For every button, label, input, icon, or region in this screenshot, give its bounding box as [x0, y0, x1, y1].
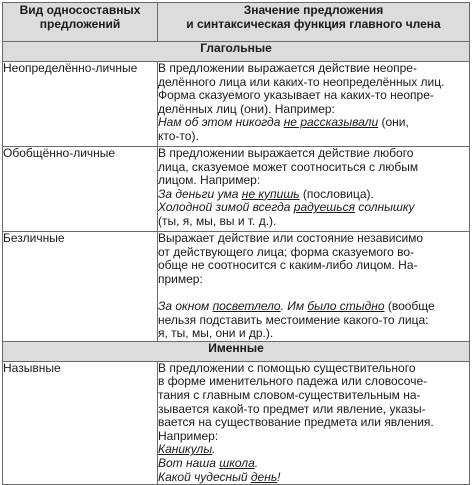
- desc-line: в форме именительного падежа или словосоче-: [158, 374, 428, 389]
- example-text: Нам об этом никогда: [158, 115, 284, 130]
- one-part-sentences-table: [2, 2, 470, 485]
- desc-line: делённого лица или каких-то неопределённых лиц.: [158, 74, 445, 89]
- example-note-cont: нельзя подставить местоимение какого-то лица:: [158, 312, 429, 327]
- example-note: (ты, я, мы, вы и т. д.).: [158, 213, 277, 228]
- desc-line: тания с главным словом-существительным на-: [158, 387, 421, 402]
- example-text: За окном: [158, 298, 213, 313]
- example-text: .: [212, 442, 216, 457]
- section-verbal: Глагольные: [3, 42, 470, 62]
- example-text: За деньги ума: [158, 186, 242, 201]
- table-row-generalized-personal: [3, 147, 470, 232]
- example-text: .: [254, 455, 259, 470]
- desc-line: делённых лиц (они). Например:: [158, 101, 335, 116]
- example-text: Вот наша: [158, 455, 220, 470]
- header-row: [3, 3, 470, 42]
- example-predicate: не купишь: [241, 186, 300, 201]
- column-header-meaning-line1: Значение предложения: [243, 3, 384, 17]
- example-note-cont: кто-то).: [158, 128, 199, 143]
- desc-line: от действующего лица; форма сказуемого во-: [158, 244, 415, 259]
- example-text: . Им: [280, 298, 308, 313]
- desc-line: В предложении выражается действие любого: [158, 146, 414, 160]
- example-text: !: [277, 469, 281, 484]
- example-predicate: не рассказывали: [283, 115, 379, 130]
- column-header-type: [3, 3, 158, 42]
- example-note: (они,: [378, 115, 409, 130]
- column-header-meaning: [158, 3, 470, 42]
- description-nominative: [158, 361, 470, 484]
- desc-line: Форма сказуемого указывает на каких-то неопре-: [158, 88, 434, 103]
- type-nominative: Назывные: [3, 361, 158, 484]
- desc-line: пример:: [158, 271, 203, 286]
- desc-line: В предложении выражается действие неопре-: [158, 61, 417, 75]
- desc-line: Например:: [158, 428, 219, 443]
- example-predicate: было стыдно: [307, 298, 385, 313]
- column-header-type-line2: предложений: [39, 17, 121, 31]
- example-note: (вообще: [384, 298, 435, 313]
- table-row-indefinite-personal: [3, 62, 470, 147]
- type-impersonal: Безличные: [3, 232, 158, 342]
- example-note-cont: я, ты, мы, они и др.).: [158, 326, 274, 341]
- example-predicate: день: [250, 469, 278, 484]
- description-generalized-personal: [158, 147, 470, 232]
- example-predicate: посветлело: [212, 298, 281, 313]
- type-indefinite-personal: Неопределённо-личные: [3, 62, 158, 147]
- desc-line: вается на существование предмета или явления.: [158, 415, 434, 430]
- type-generalized-personal: Обобщённо-личные: [3, 147, 158, 232]
- column-header-type-line1: Вид односоставных: [19, 3, 141, 17]
- section-row-verbal: [3, 42, 470, 62]
- description-impersonal: [158, 232, 470, 342]
- desc-line: лицом. Например:: [158, 173, 261, 188]
- description-indefinite-personal: [158, 62, 470, 147]
- desc-line: обще не соотносится с каким-либо лицом. На-: [158, 258, 418, 273]
- desc-line: зывается какой-то предмет или явление, указы-: [158, 401, 426, 416]
- example-note: (пословица).: [299, 186, 374, 201]
- desc-line: Выражает действие или состояние независимо: [158, 231, 424, 245]
- example-predicate: школа: [219, 455, 255, 470]
- example-text: солнышку: [354, 200, 415, 215]
- column-header-meaning-line2: и синтаксическая функция главного члена: [186, 17, 441, 31]
- example-text: Холодной зимой всегда: [158, 200, 294, 215]
- table-row-impersonal: [3, 232, 470, 342]
- example-predicate: Каникулы: [158, 442, 213, 457]
- example-text: Какой чудесный: [158, 469, 251, 484]
- table-row-nominative: [3, 361, 470, 484]
- example-predicate: радуешься: [293, 200, 355, 215]
- desc-line: лица, сказуемое может соотноситься с любым: [158, 159, 419, 174]
- section-nominal: Именные: [3, 341, 470, 361]
- section-row-nominal: [3, 341, 470, 361]
- desc-line: В предложении с помощью существительного: [158, 360, 416, 375]
